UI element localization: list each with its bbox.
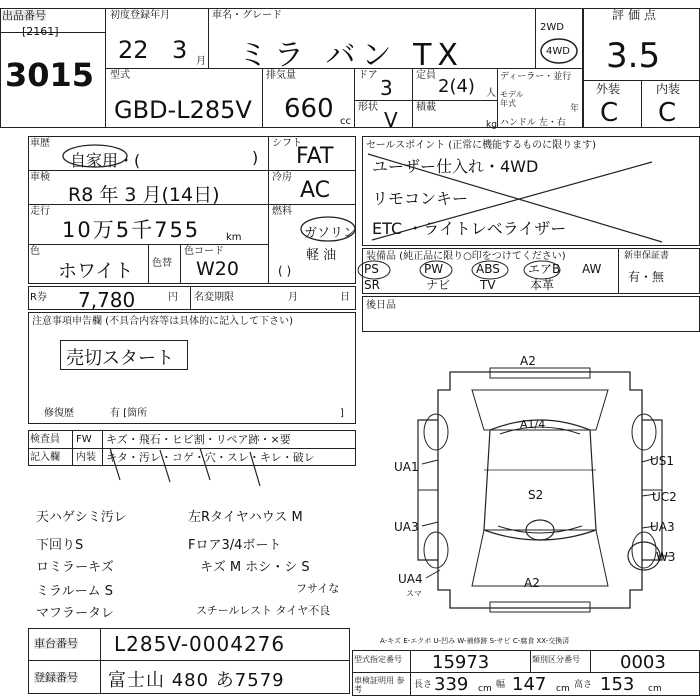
color-value: ホワイト [58, 260, 134, 282]
load-unit: kg [486, 120, 497, 130]
lot-sub: [2161] [22, 25, 59, 38]
later-frame [362, 296, 700, 332]
repair-value: 有 [箇所 [110, 408, 148, 419]
shift-value: FAT [296, 144, 334, 169]
mark-right1: US1 [650, 454, 675, 468]
dealer-label: ディーラー・並行 [500, 72, 572, 82]
note-left-3: ロミラーキズ [36, 560, 114, 575]
usage-value: 自家用・( [70, 151, 141, 170]
width-value: 147 [512, 674, 547, 695]
mileage-label: 走行 [30, 206, 50, 217]
note-right-4: フサイな [296, 582, 340, 595]
fuel-circle-icon [298, 214, 358, 244]
length-value: 339 [434, 674, 469, 695]
mileage-unit: km [226, 232, 242, 243]
inspector-row1: キズ・飛石・ヒビ割・リペア跡・×要 [106, 433, 291, 446]
mark-right3: UA3 [650, 520, 675, 534]
later-label: 後日品 [366, 300, 396, 311]
note-right-1: 左Rタイヤハウス M [188, 510, 303, 525]
mark-left1: UA1 [394, 460, 419, 474]
inspection-value: R8 年 3 月(14日) [68, 184, 220, 206]
mark-top: A2 [520, 354, 536, 368]
note-left-2: 下回りS [36, 538, 84, 553]
fuel-diesel: 軽 油 [306, 248, 337, 263]
note-left-5: マフラータレ [36, 606, 115, 621]
type-value: 15973 [432, 652, 490, 673]
car-name: ミラ バン TX [238, 38, 464, 73]
exterior-label: 外装 [596, 82, 621, 96]
load-label: 積載 [416, 102, 436, 113]
shift-label: シフト [272, 138, 302, 149]
name-change-day: 日 [340, 292, 350, 303]
note-right-2: Fロア3/4ボート [188, 538, 282, 553]
equip-ps: PS [364, 262, 379, 276]
doors-value: 3 [380, 76, 393, 100]
mark-left3: UA4 [398, 572, 423, 586]
exterior-grade: C [600, 98, 619, 128]
lot-number: 3015 [5, 56, 95, 94]
mark-roof: A1/4 [520, 418, 546, 431]
equip-sr: SR [364, 278, 380, 292]
type-label: 型式指定番号 [354, 655, 402, 664]
aircon-label: 冷房 [272, 172, 292, 183]
width-label: 幅 [496, 680, 506, 690]
recycle-value: 7,780 [78, 288, 136, 312]
mark-bottom: A2 [524, 576, 540, 590]
inspector-row2: キタ・汚レ・コゲ・穴・スレ・キレ・破レ [106, 451, 315, 464]
repair-close: ] [340, 408, 344, 419]
recycle-unit: 円 [168, 292, 178, 303]
inspector-row1-head: FW [76, 434, 92, 445]
reg-label: 登録番号 [34, 671, 78, 684]
diagram-legend: A-キズ E-エクボ U-凹み W-補修跡 S-サビ C-腐食 XX-交換済 [380, 637, 570, 645]
handle-label: ハンドル 左・右 [500, 118, 566, 128]
usage-circle-icon [60, 142, 130, 170]
note-right-5: スチールレスト タイヤ不良 [196, 604, 331, 617]
warranty-label: 新車保証書 [624, 251, 670, 261]
capacity-label: 定員 [416, 70, 436, 81]
sales-title: セールスポイント (正常に機能するものに限ります) [366, 140, 597, 151]
sales-item-1: ユーザー仕入れ・4WD [372, 157, 539, 176]
fuel-gas: ガソリン [304, 226, 357, 241]
mark-right2: UC2 [652, 490, 677, 504]
sales-cross-icon [362, 136, 700, 246]
name-change-month: 月 [288, 292, 298, 303]
equip-leather: 本革 [530, 278, 555, 292]
capacity-value: 2(4) [438, 76, 475, 97]
height-label: 高さ [574, 680, 593, 690]
first-reg-label: 初度登録年月 [110, 10, 170, 21]
recycle-label: R券 [30, 292, 47, 303]
class-value: 0003 [620, 652, 666, 673]
model-label: 型式 [110, 70, 130, 81]
inspection-label: 車検 [30, 172, 50, 183]
equipment-title: 装備品 (純正品に限り○印をつけてください) [366, 251, 566, 262]
doors-label: ドア [358, 70, 378, 81]
lot-label: 出品番号 [2, 9, 46, 22]
first-reg-month: 3 [172, 36, 188, 64]
model-year-label: モデル 年式 [500, 90, 524, 108]
fuel-paren: ( ) [278, 264, 292, 278]
mark-center: S2 [528, 488, 544, 502]
drive-4wd: 4WD [546, 46, 570, 57]
car-name-label: 車名・グレード [212, 10, 282, 21]
displacement-unit: cc [340, 116, 351, 127]
mileage-value: 10万5千755 [62, 218, 201, 242]
sales-item-3: ETC ・ライトレベライザー [372, 219, 567, 238]
name-change-label: 名変期限 [194, 292, 234, 303]
ref-label: 車検証明用 参考 [354, 676, 405, 694]
stamp-text: 売切スタート [66, 348, 174, 369]
drive-circle-icon [538, 36, 580, 66]
shape-label: 形状 [358, 102, 378, 113]
fuel-label: 燃料 [272, 206, 292, 217]
height-unit: cm [648, 684, 662, 694]
height-value: 153 [600, 674, 635, 695]
score-label: 評価点 [612, 8, 661, 22]
notes-title: 注意事項申告欄 (不具合内容等は具体的に記入して下さい) [32, 316, 293, 327]
capacity-unit: 人 [486, 88, 496, 99]
displacement-label: 排気量 [266, 70, 296, 81]
class-label: 類別区分番号 [532, 655, 580, 664]
color-code-label: 色コード [184, 246, 224, 257]
note-left-4: ミラルーム S [36, 584, 113, 599]
color-code-value: W20 [196, 258, 239, 280]
usage-label: 車歴 [30, 138, 50, 149]
inspector-label-1: 検査員 [30, 434, 60, 445]
warranty-value: 有・無 [628, 270, 665, 284]
shape-value: V [384, 108, 398, 132]
equip-abs: ABS [476, 262, 500, 276]
interior-grade: C [658, 98, 677, 128]
equip-aw: AW [582, 262, 602, 276]
equipment-circles-icon [356, 258, 576, 282]
mark-right4: W3 [656, 550, 676, 564]
mark-left2: UA3 [394, 520, 419, 534]
length-label: 長さ [414, 680, 433, 690]
sales-item-2: リモコンキー [372, 189, 469, 208]
mark-small-note: スマ [406, 589, 422, 598]
usage-close: ) [252, 148, 259, 167]
first-reg-year: 22 [118, 36, 149, 64]
inspector-label-2: 記入欄 [30, 452, 60, 463]
reg-value: 富士山 480 あ7579 [108, 670, 285, 691]
score-value: 3.5 [606, 36, 661, 76]
interior-label: 内装 [656, 82, 681, 96]
year-unit: 年 [570, 104, 580, 114]
width-unit: cm [556, 684, 570, 694]
drive-2wd: 2WD [540, 22, 564, 33]
equip-pw: PW [424, 262, 444, 276]
equip-tv: TV [480, 278, 496, 292]
color-no-label: 色替 [152, 258, 172, 269]
equip-airbag: エアB [528, 262, 561, 276]
chassis-label: 車台番号 [34, 637, 78, 650]
color-label: 色 [30, 246, 40, 257]
aircon-value: AC [300, 178, 331, 203]
displacement-value: 660 [284, 94, 334, 124]
note-left-1: 天ハゲシミ汚レ [36, 510, 127, 525]
inspector-strokes-icon [100, 440, 350, 490]
inspector-row2-head: 内装 [76, 452, 96, 463]
equip-navi: ナビ [426, 278, 451, 292]
model-value: GBD-L285V [114, 96, 252, 124]
chassis-value: L285V-0004276 [114, 632, 286, 656]
repair-label: 修復歴 [44, 408, 74, 419]
length-unit: cm [478, 684, 492, 694]
first-reg-month-unit: 月 [196, 56, 206, 67]
note-right-3: キズ M ホシ・シ S [200, 560, 310, 575]
